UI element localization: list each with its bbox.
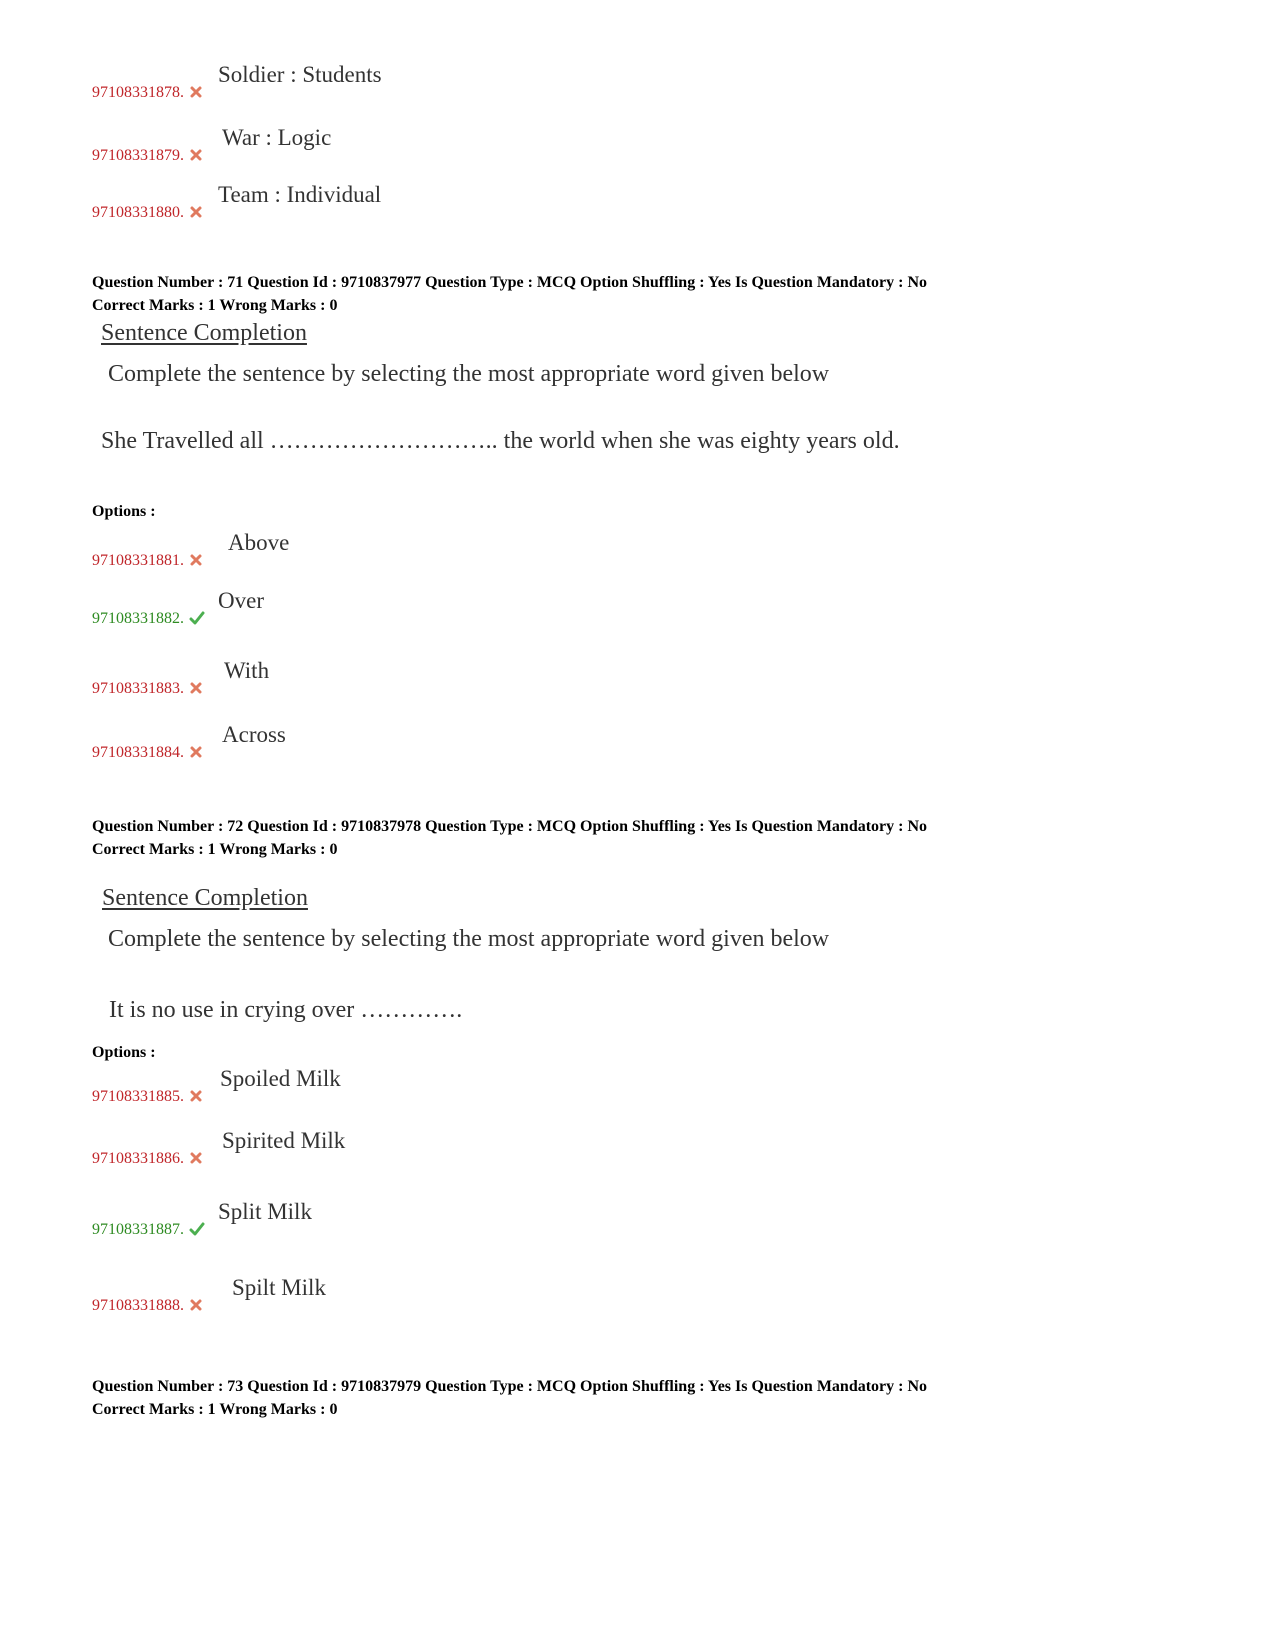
cross-icon (188, 1088, 204, 1104)
cross-icon (188, 147, 204, 163)
option-text: With (224, 658, 270, 683)
option-id: 97108331878. (92, 84, 184, 101)
question-sentence: She Travelled all ……………………….. the world when she was eighty years old. (101, 428, 900, 454)
question-meta-line1: Question Number : 71 Question Id : 9710837977 Question Type : MCQ Option Shuffling : Yes Is Question Mandatory : No (92, 274, 928, 291)
option-text: Spoiled Milk (220, 1066, 341, 1091)
option-text: Split Milk (218, 1199, 312, 1224)
option-row (92, 1066, 692, 1106)
question-meta-line2: Correct Marks : 1 Wrong Marks : 0 (92, 1401, 338, 1418)
option-id: 97108331880. (92, 204, 184, 221)
cross-icon (188, 1150, 204, 1166)
option-text: Spilt Milk (232, 1275, 326, 1300)
option-row (92, 182, 692, 222)
cross-icon (188, 1297, 204, 1313)
question-meta-line1: Question Number : 72 Question Id : 9710837978 Question Type : MCQ Option Shuffling : Yes Is Question Mandatory : No (92, 818, 928, 835)
option-id: 97108331887. (92, 1221, 184, 1238)
cross-icon (188, 680, 204, 696)
option-text: Spirited Milk (222, 1128, 346, 1153)
question-heading: Sentence Completion (102, 885, 308, 911)
question-heading: Sentence Completion (101, 320, 307, 346)
check-icon (189, 1221, 205, 1237)
question-instruction: Complete the sentence by selecting the most appropriate word given below (108, 361, 830, 387)
option-text: Above (228, 530, 290, 555)
option-row (92, 1199, 692, 1239)
option-text: Soldier : Students (218, 62, 382, 87)
question-sentence: It is no use in crying over …………. (109, 997, 463, 1023)
option-text: Over (218, 588, 264, 613)
option-row (92, 722, 692, 762)
options-label: Options : (92, 1044, 156, 1061)
option-id: 97108331888. (92, 1297, 184, 1314)
option-id: 97108331886. (92, 1150, 184, 1167)
option-row (92, 530, 692, 570)
question-meta-line2: Correct Marks : 1 Wrong Marks : 0 (92, 297, 338, 314)
question-meta-line1: Question Number : 73 Question Id : 9710837979 Question Type : MCQ Option Shuffling : Yes Is Question Mandatory : No (92, 1378, 928, 1395)
cross-icon (188, 744, 204, 760)
option-text: Across (222, 722, 286, 747)
option-row (92, 658, 692, 698)
option-row (92, 62, 692, 102)
option-id: 97108331882. (92, 610, 184, 627)
option-row (92, 125, 692, 165)
cross-icon (188, 552, 204, 568)
option-id: 97108331879. (92, 147, 184, 164)
option-text: War : Logic (222, 125, 332, 150)
option-id: 97108331885. (92, 1088, 184, 1105)
option-id: 97108331884. (92, 744, 184, 761)
option-row (92, 588, 692, 628)
option-row (92, 1275, 692, 1315)
cross-icon (188, 204, 204, 220)
question-instruction: Complete the sentence by selecting the most appropriate word given below (108, 926, 830, 952)
option-id: 97108331881. (92, 552, 184, 569)
option-row (92, 1128, 692, 1168)
question-meta-line2: Correct Marks : 1 Wrong Marks : 0 (92, 841, 338, 858)
check-icon (189, 610, 205, 626)
option-text: Team : Individual (218, 182, 382, 207)
cross-icon (188, 84, 204, 100)
option-id: 97108331883. (92, 680, 184, 697)
options-label: Options : (92, 503, 156, 520)
